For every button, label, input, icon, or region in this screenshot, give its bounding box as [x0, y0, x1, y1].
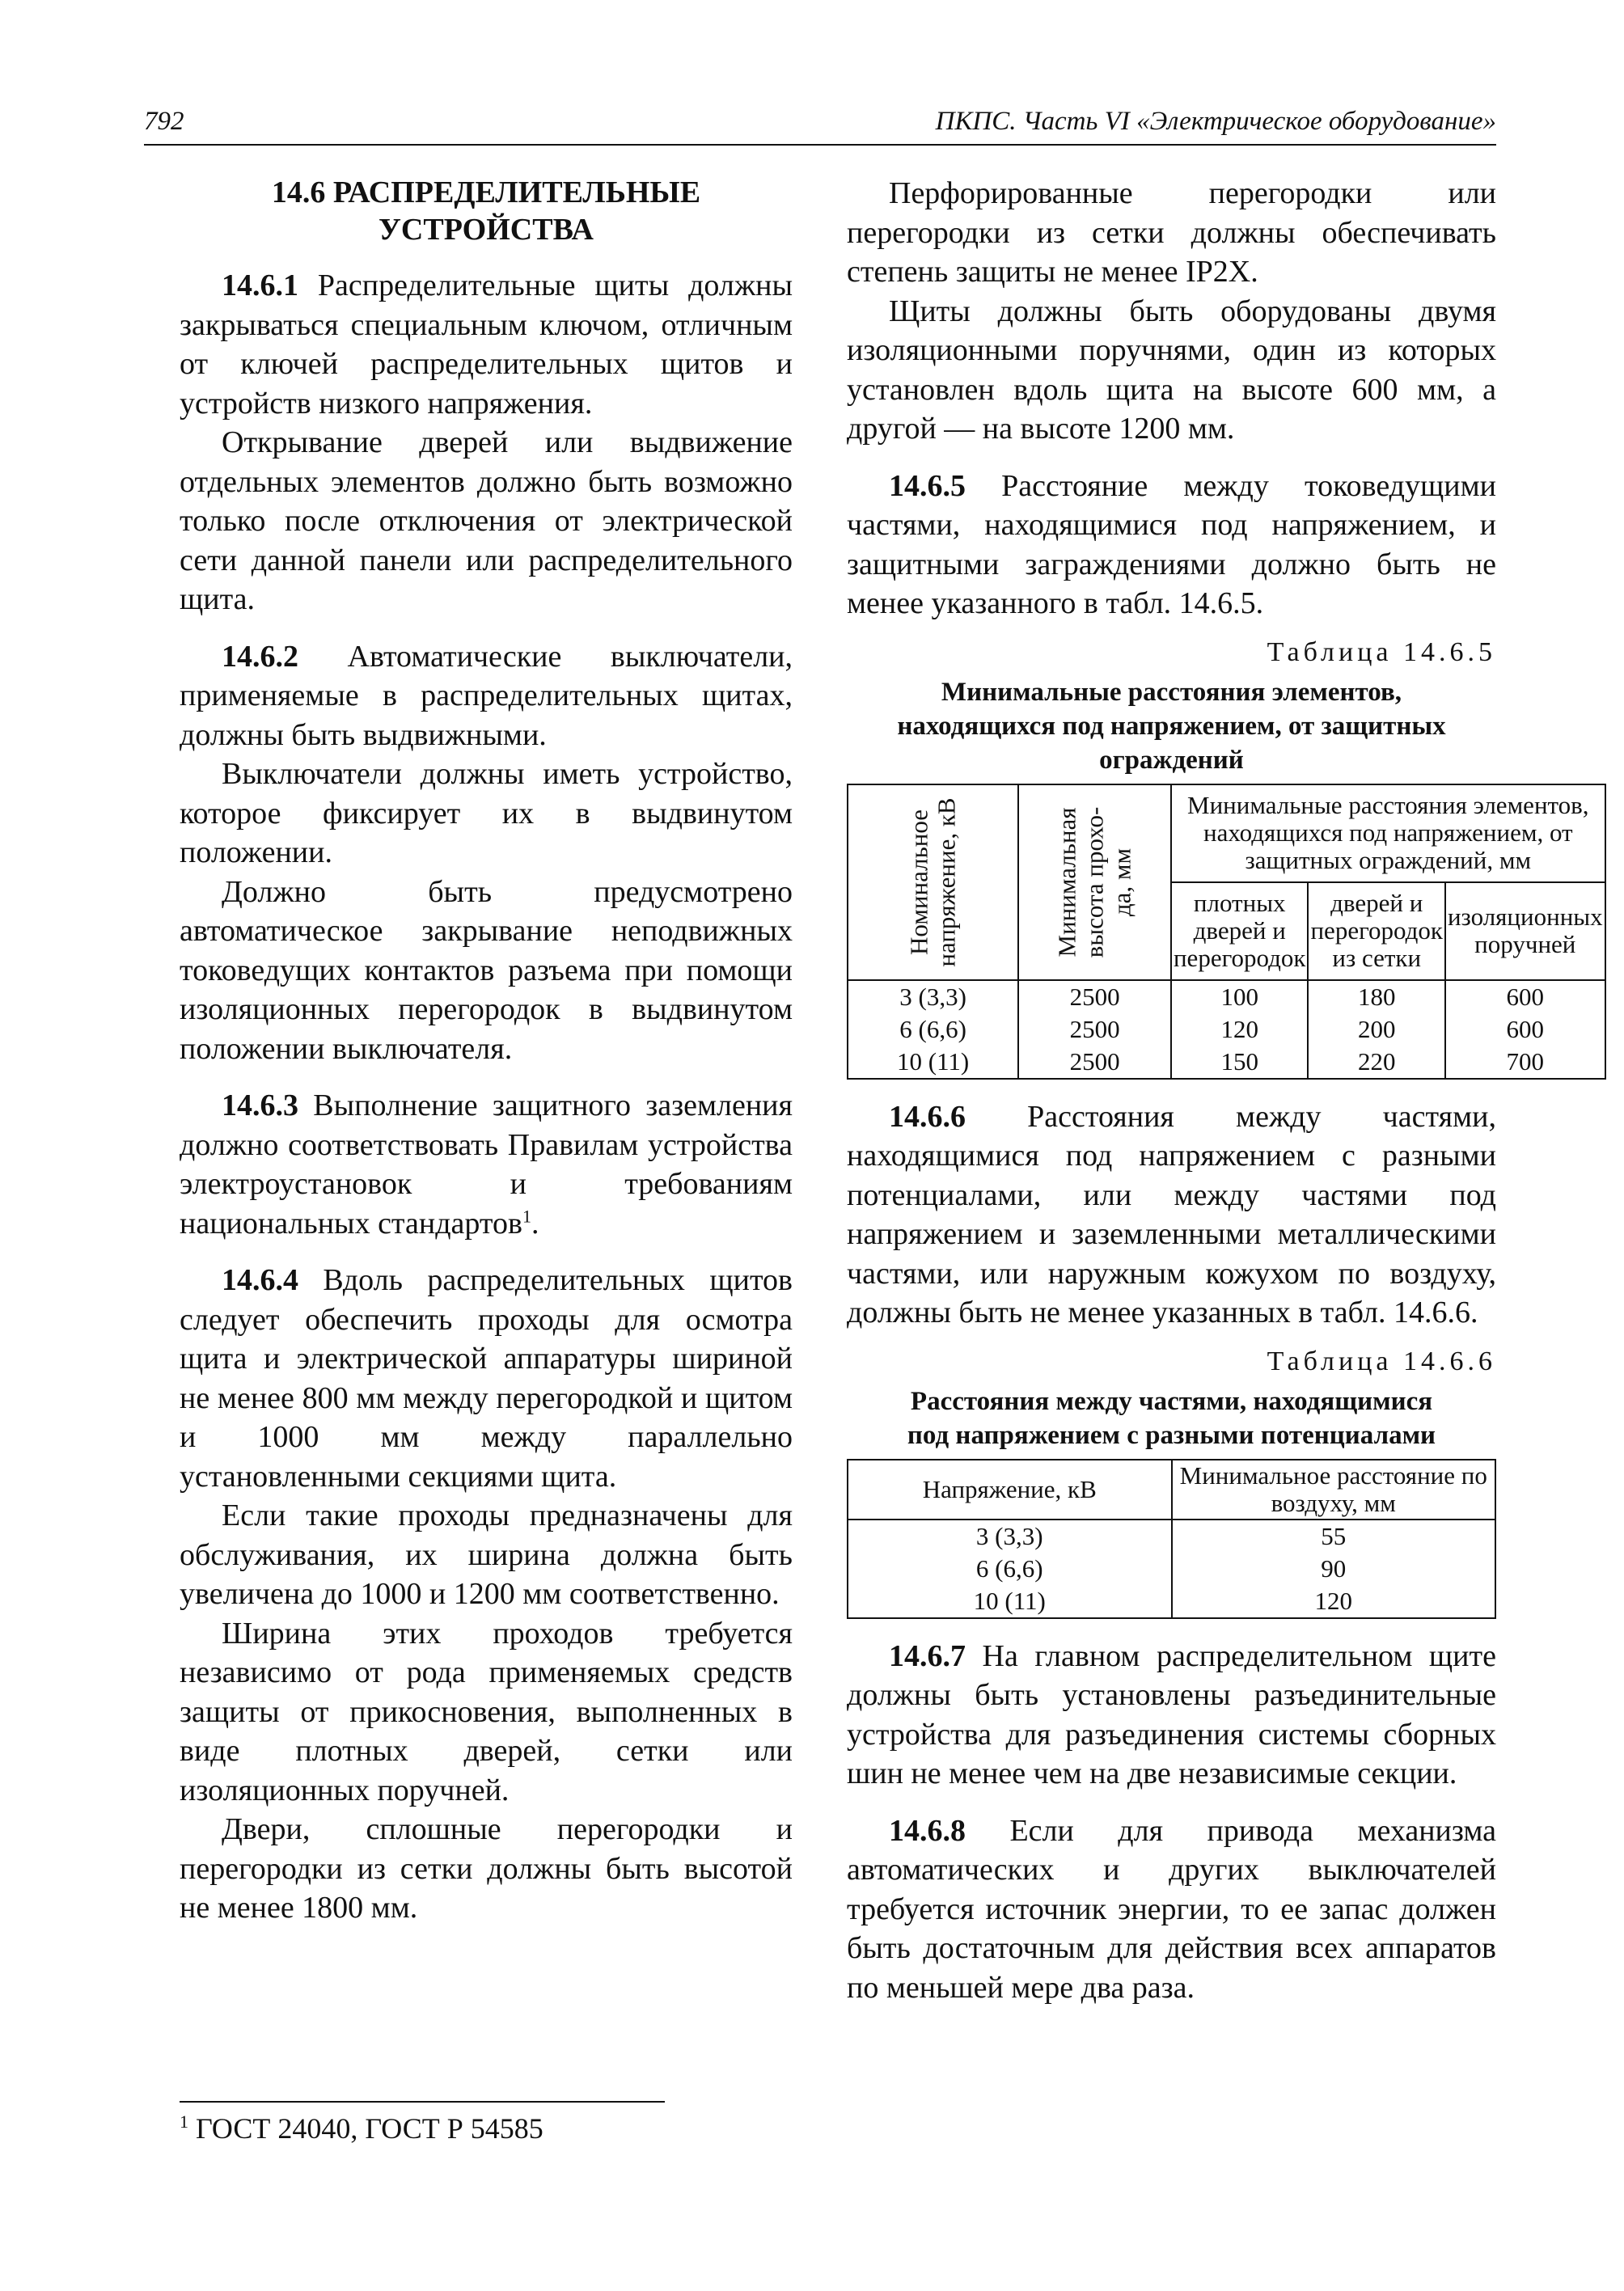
header-mesh-doors: дверей и перегородок из сетки [1308, 882, 1444, 980]
paragraph: Перфорированные перегородки или перегородки из сетки должны обеспечивать степень защиты не менее IP2X. [847, 176, 1496, 289]
table-14-6-6 [847, 1459, 1496, 1619]
page-number: 792 [144, 107, 184, 136]
header-min-height: Минимальная высота прохо- да, мм [1018, 784, 1171, 980]
header-insulating-rails: изоляционных поручней [1445, 882, 1605, 980]
table-caption: Расстояния между частями, находящимися под напряжением с разными потенциалами [907, 1386, 1436, 1450]
paragraph: Выключатели должны иметь устройство, которое фиксирует их в выдвинутом положении. [180, 757, 793, 869]
table-row: 10 (11) 2500 150 220 700 [848, 1046, 1605, 1079]
table-row: 10 (11) 120 [848, 1585, 1495, 1618]
paragraph: Двери, сплошные перегородки и перегородки из сетки должны быть высотой не менее 1800 мм. [180, 1812, 793, 1925]
table-14-6-5 [847, 784, 1606, 1080]
paragraph-14-6-1: 14.6.1 Распределительные щиты должны закрываться специальным ключом, отличным от ключей распределительных щитов и устройств низкого напряжения. [180, 268, 793, 421]
page-header [144, 104, 1496, 146]
paragraph-14-6-5: 14.6.5 Расстояние между токоведущими частями, находящимися под напряжением, и защитными заграждениями должно быть не менее указанного в табл. 14.6.5. [847, 468, 1496, 620]
footnote-divider [180, 2101, 665, 2103]
table-caption: Минимальные расстояния элементов, находящихся под напряжением, от защитных ограждений [897, 677, 1446, 775]
header-air-distance: Минимальное расстояние по воздуху, мм [1172, 1460, 1496, 1520]
table-row: 6 (6,6) 2500 120 200 600 [848, 1013, 1605, 1046]
table-label: Таблица 14.6.5 [1267, 636, 1496, 667]
paragraph-14-6-4: 14.6.4 Вдоль распределительных щитов следует обеспечить проходы для осмотра щита и электрической аппаратуры шириной не менее 800 мм между перегородкой и щитом и 1000 мм между параллельно установленными секциями щита. [180, 1263, 793, 1494]
paragraph-14-6-8: 14.6.8 Если для привода механизма автоматических и других выключателей требуется источник энергии, то ее запас должен быть достаточным для действия всех аппаратов по меньшей мере два раза. [847, 1813, 1496, 2005]
section-title: 14.6 РАСПРЕДЕЛИТЕЛЬНЫЕ УСТРОЙСТВА [271, 175, 701, 247]
header-min-distances: Минимальные расстояния элементов, находящихся под напряжением, от защитных ограждений, мм [1171, 784, 1605, 882]
paragraph-14-6-6: 14.6.6 Расстояния между частями, находящимися под напряжением с разными потенциалами, или между частями под напряжением и заземленными металлическими частями, или наружным кожухом по воздуху, должны быть не менее указанных в табл. 14.6.6. [847, 1099, 1496, 1329]
paragraph: Открывание дверей или выдвижение отдельных элементов должно быть возможно только после отключения от электрической сети данной панели или распределительного щита. [180, 425, 793, 616]
paragraph: Ширина этих проходов требуется независимо от рода применяемых средств защиты от прикосновения, выполненных в виде плотных дверей, сетки или изоляционных поручней. [180, 1616, 793, 1807]
paragraph-14-6-2: 14.6.2 Автоматические выключатели, применяемые в распределительных щитах, должны быть выдвижными. [180, 639, 793, 752]
left-column [180, 174, 793, 1928]
paragraph-14-6-7: 14.6.7 На главном распределительном щите должны быть установлены разъединительные устройства для разъединения системы сборных шин не менее чем на две независимые секции. [847, 1638, 1496, 1790]
paragraph: Должно быть предусмотрено автоматическое закрывание неподвижных токоведущих контактов разъема при помощи изоляционных перегородок в выдвинутом положении выключателя. [180, 874, 793, 1066]
footnote: $^1$ ГОСТ 24040, ГОСТ Р 54585 [180, 2111, 543, 2145]
paragraph-14-6-3: 14.6.3 Выполнение защитного заземления должно соответствовать Правилам устройства электроустановок и требованиям национальных стандартов$^1$. [180, 1088, 793, 1241]
table-row: 3 (3,3) 2500 100 180 600 [848, 980, 1605, 1013]
header-voltage: Напряжение, кВ [848, 1460, 1172, 1520]
header-voltage: Номинальное напряжение, кВ [848, 784, 1018, 980]
paragraph: Щиты должны быть оборудованы двумя изоляционными поручнями, один из которых установлен вдоль щита на высоте 600 мм, а другой — на высоте 1200 мм. [847, 294, 1496, 446]
table-label: Таблица 14.6.6 [1267, 1346, 1496, 1376]
footnote-ref: 1 [522, 1205, 531, 1226]
header-solid-doors: плотных дверей и перегородок [1171, 882, 1309, 980]
running-title: ПКПС. Часть VI «Электрическое оборудование» [935, 107, 1496, 136]
paragraph: Если такие проходы предназначены для обслуживания, их ширина должна быть увеличена до 1000 и 1200 мм соответственно. [180, 1498, 793, 1611]
table-row: 6 (6,6) 90 [848, 1553, 1495, 1585]
table-row: 3 (3,3) 55 [848, 1520, 1495, 1553]
right-column [847, 174, 1603, 2007]
